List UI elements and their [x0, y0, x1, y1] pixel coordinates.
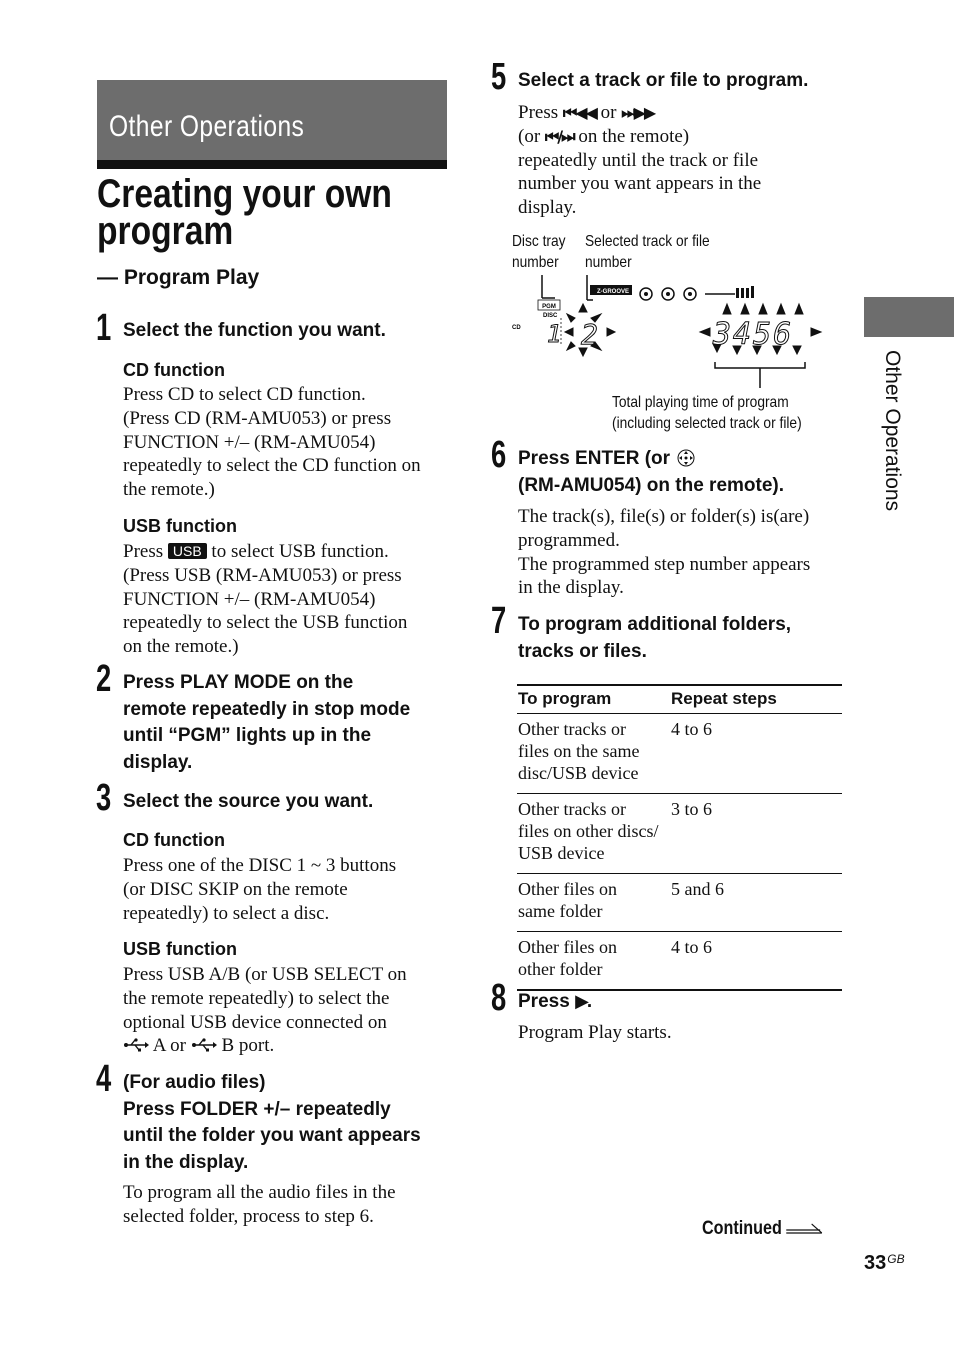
prev-rewind-icon: ⏮◀◀	[562, 103, 596, 122]
sidebar-label-box	[880, 350, 914, 550]
step-7-heading: To program additional folders, tracks or files.	[518, 614, 792, 662]
step-6-heading: Press ENTER (or (RM-AMU054) on the remote).	[518, 448, 785, 496]
step-8-text: Program Play starts.	[518, 1022, 672, 1043]
step-4-text: To program all the audio files in the selected folder, process to step 6.	[123, 1182, 396, 1227]
step-2-number: 2	[96, 658, 112, 700]
step-5-text: Press ⏮◀◀ or ⏭▶▶ (or ⏮/⏭ on the remote) repeatedly until the track or file number you want appears in the display.	[518, 102, 762, 219]
step-4-number: 4	[96, 1058, 112, 1100]
usb-port-icon	[123, 1038, 149, 1052]
sidebar-tab	[864, 297, 954, 337]
lcd-time: 3456	[713, 317, 794, 352]
step-7-number: 7	[491, 600, 507, 642]
step-3-heading: Select the source you want.	[123, 791, 374, 812]
banner-rule	[97, 160, 447, 169]
section-banner	[97, 80, 447, 160]
continued-arrow-icon	[786, 1220, 823, 1234]
play-icon: ▶	[575, 991, 587, 1012]
lcd-cd: CD	[512, 325, 521, 331]
step-8-heading: Press ▶.	[518, 991, 593, 1012]
sidebar-label: Other Operations	[881, 350, 904, 512]
section-title: Other Operations	[109, 110, 305, 143]
step-1-cd-text: Press CD to select CD function. (Press CD (RM-AMU053) or press FUNCTION +/– (RM-AMU054) repeatedly to select the CD function on the remote.)	[123, 384, 421, 501]
label-total-time: Total playing time of program (including selected track or file)	[612, 394, 802, 432]
label-disc-tray: Disc tray number	[512, 233, 566, 271]
display-diagram	[505, 270, 845, 390]
step-4-heading: (For audio files) Press FOLDER +/– repeatedly until the folder you want appears in the display.	[123, 1072, 421, 1173]
lcd-disc-number: 1	[547, 320, 562, 348]
page-number: $33^{GB}$	[864, 1252, 905, 1274]
step-3-cd-text: Press one of the DISC 1 ~ 3 buttons (or DISC SKIP on the remote repeatedly) to select a disc.	[123, 855, 397, 924]
step-2-heading: Press PLAY MODE on the remote repeatedly in stop mode until “PGM” lights up in the display.	[123, 672, 411, 773]
step-1-heading: Select the function you want.	[123, 320, 386, 341]
step-3-usb-text: Press USB A/B (or USB SELECT on the remote repeatedly) to select the optional USB device connected on A or B port.	[123, 964, 407, 1057]
title-line-2: program	[97, 209, 234, 253]
usb-button-icon: USB	[168, 543, 207, 559]
label-selected-track: Selected track or file number	[585, 233, 710, 271]
next-forward-icon: ⏭▶▶	[621, 103, 655, 122]
step-8-number: 8	[491, 977, 507, 1019]
step-3-usb-heading: USB function	[123, 939, 237, 959]
step-5-heading: Select a track or file to program.	[518, 70, 809, 91]
continued-label: Continued	[702, 1218, 824, 1240]
table-row: Other files on same folder 5 and 6	[517, 874, 842, 932]
step-3-number: 3	[96, 777, 112, 819]
step-6-number: 6	[491, 434, 507, 476]
step-1-cd-heading: CD function	[123, 360, 225, 380]
step-1-usb-text: Press USB to select USB function. (Press USB (RM-AMU053) or press FUNCTION +/– (RM-AMU054) repeatedly to select the USB function on the remote.)	[123, 541, 408, 658]
lcd-track-number: 2	[581, 318, 598, 351]
step-5-number: 5	[491, 56, 507, 98]
table-header: Repeat steps	[670, 685, 842, 714]
title-line-1: Creating your own	[97, 172, 392, 216]
usb-port-icon-b	[191, 1038, 217, 1052]
page-subtitle: — Program Play	[97, 266, 260, 289]
step-1-number: 1	[96, 307, 112, 349]
table-row: Other tracks or files on the same disc/USB device 4 to 6	[517, 714, 842, 794]
table-row: Other files on other folder 4 to 6	[517, 932, 842, 991]
table-row: Other tracks or files on other discs/ USB device 3 to 6	[517, 794, 842, 874]
program-table	[517, 684, 842, 991]
page-title	[97, 172, 392, 253]
lcd-disc: DISC	[543, 313, 558, 319]
enter-button-icon	[675, 448, 697, 468]
step-6-text: The track(s), file(s) or folder(s) is(are) programmed. The programmed step number appears in the display.	[518, 506, 811, 599]
lcd-pgm: PGM	[542, 304, 556, 310]
step-3-cd-heading: CD function	[123, 830, 225, 850]
step-1-usb-heading: USB function	[123, 516, 237, 536]
lcd-zgroove: Z-GROOVE	[596, 289, 630, 295]
table-header: To program	[517, 685, 670, 714]
prev-next-icon: ⏮/⏭	[544, 126, 574, 146]
